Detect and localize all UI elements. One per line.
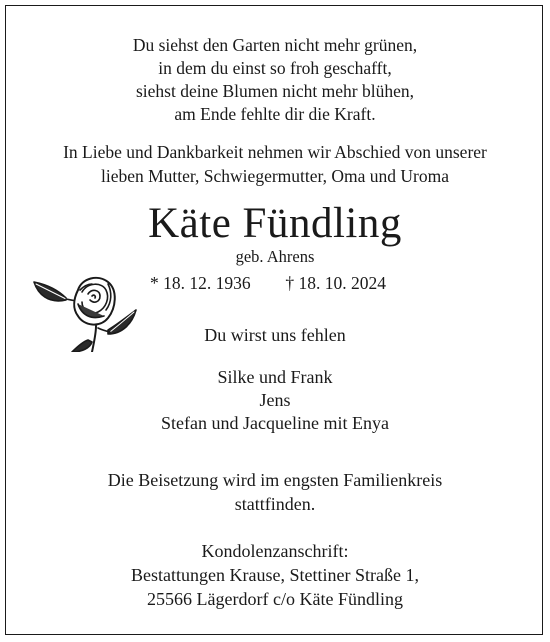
condolence-line: 25566 Lägerdorf c/o Käte Fündling bbox=[147, 589, 403, 609]
poem-line: Du siehst den Garten nicht mehr grünen, bbox=[132, 35, 418, 55]
poem-line: in dem du einst so froh geschafft, bbox=[158, 58, 392, 78]
maiden-name: geb. Ahrens bbox=[235, 247, 315, 266]
death-date: † 18. 10. 2024 bbox=[285, 273, 386, 293]
intro-line: In Liebe und Dankbarkeit nehmen wir Abschied von unserer bbox=[63, 142, 487, 162]
mourner-line: Silke und Frank bbox=[217, 367, 333, 387]
funeral-line: Die Beisetzung wird im engsten Familienkreis bbox=[107, 470, 443, 490]
farewell-text: Du wirst uns fehlen bbox=[204, 325, 346, 345]
funeral-line: stattfinden. bbox=[234, 494, 316, 514]
poem-line: siehst deine Blumen nicht mehr blühen, bbox=[135, 81, 414, 101]
life-dates bbox=[150, 273, 386, 294]
condolence-heading: Kondolenzanschrift: bbox=[201, 541, 349, 561]
condolence-line: Bestattungen Krause, Stettiner Straße 1, bbox=[131, 565, 419, 585]
mourner-line: Stefan und Jacqueline mit Enya bbox=[161, 413, 389, 433]
birth-date: * 18. 12. 1936 bbox=[150, 273, 251, 293]
mourner-line: Jens bbox=[259, 390, 291, 410]
deceased-name: Käte Fündling bbox=[148, 200, 402, 247]
intro-line: lieben Mutter, Schwiegermutter, Oma und Uroma bbox=[100, 166, 450, 186]
poem-line: am Ende fehlte dir die Kraft. bbox=[174, 104, 376, 124]
